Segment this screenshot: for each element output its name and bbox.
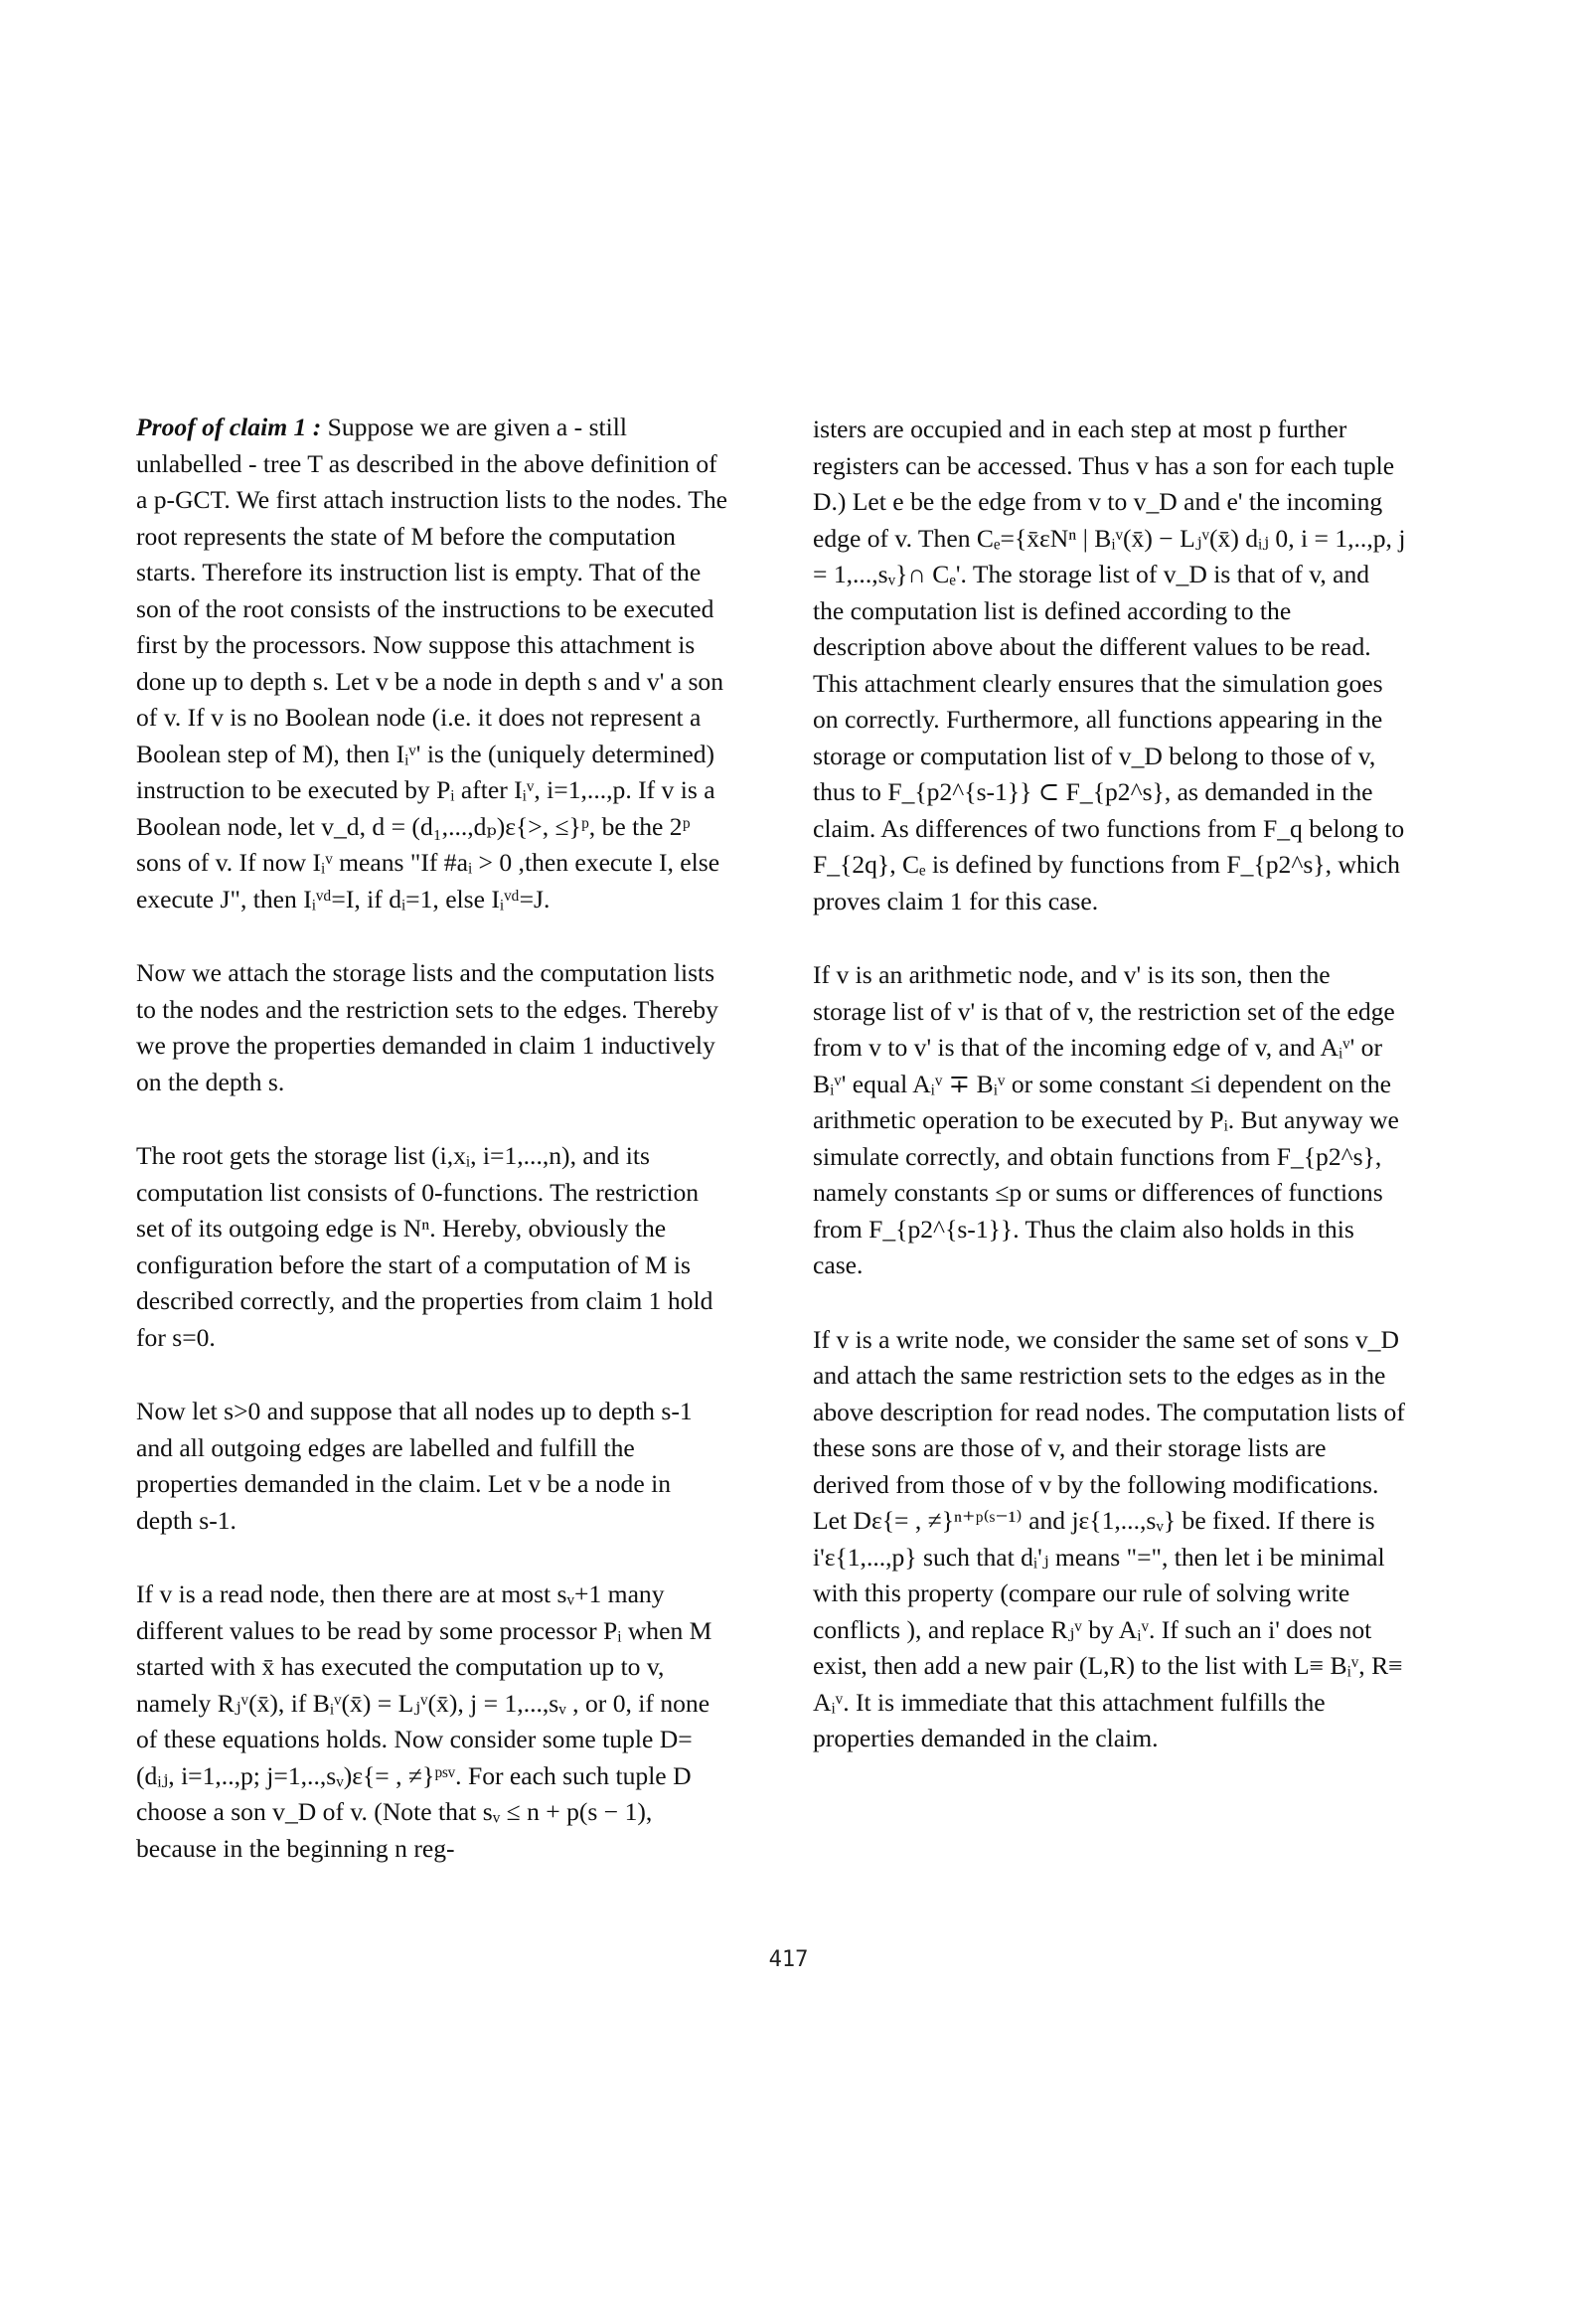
left-column (136, 410, 729, 1905)
paragraph-proof-intro (136, 410, 729, 917)
paragraph-induction: Now let s>0 and suppose that all nodes up to depth s-1 and all outgoing edges are labelled and fulfill the properties demanded in the claim. Let v be a node in depth s-1. (136, 1397, 693, 1535)
paragraph-write-node: If v is a write node, we consider the same set of sons v_D and attach the same restriction sets to the edges as in the above description for read nodes. The computation lists of these sons are those of v, and their storage lists are derived from those of v by the following modifications. Let Dε{= , ≠}ⁿ⁺ᵖ⁽ˢ⁻¹⁾ and jε{1,...,sᵥ} be fixed. If there is i'ε{1,...,p} such that dᵢ'ⱼ means "=", then let i be minimal with this property (compare our rule of solving write conflicts ), and replace Rⱼᵛ by Aᵢᵛ. If such an i' does not exist, then add a new pair (L,R) to the list with L≡ Bᵢᵛ, R≡ Aᵢᵛ. It is immediate that this attachment fulfills the properties demanded in the claim. (813, 1324, 1405, 1752)
paragraph-read-node-cont: isters are occupied and in each step at most p further registers can be accessed. Thus v has a son for each tuple D.) Let e be the edge from v to v_D and e' the incoming edge of v. Then Cₑ={x̄εNⁿ | Bᵢᵛ(x̄) − Lⱼᵛ(x̄) dᵢⱼ 0, i = 1,..,p, j = 1,...,sᵥ}∩ Cₑ'. The storage list of v_D is that of v, and the computation list is defined according to the description above about the different values to be read. This attachment clearly ensures that the simulation goes on correctly. Furthermore, all functions appearing in the storage or computation list of v_D belong to those of v, thus to F_{p2^{s-1}} ⊂ F_{p2^s}, as demanded in the claim. As differences of two functions from F_q belong to F_{2q}, Cₑ is defined by functions from F_{p2^s}, which proves claim 1 for this case. (813, 415, 1406, 915)
paragraph-arithmetic-node: If v is an arithmetic node, and v' is its son, then the storage list of v' is that of v, the restriction set of the edge from v to v' is that of the incoming edge of v, and Aᵢᵛ' or Bᵢᵛ' equal Aᵢᵛ ∓ Bᵢᵛ or some constant ≤i dependent on the arithmetic operation to be executed by Pᵢ. But anyway we simulate correctly, and obtain functions from F_{p2^s}, namely constants ≤p or sums or differences of functions from F_{p2^{s-1}}. Thus the claim also holds in this case. (813, 960, 1399, 1279)
proof-intro-text: Suppose we are given a - still unlabelled - tree T as described in the above definition of a p-GCT. We first attach instruction lists to the nodes. The root represents the state of M before the computation starts. Therefore its instruction list is empty. That of the son of the root consists of the instructions to be executed first by the processors. Now suppose this attachment is done up to depth s. Let v be a node in depth s and v' a son of v. If v is no Boolean node (i.e. it does not represent a Boolean step of M), then Iᵢᵛ' is the (uniquely determined) instruction to be executed by Pᵢ after Iᵢᵛ, i=1,...,p. If v is a Boolean node, let v_d, d = (d₁,...,dₚ)ε{>, ≤}ᵖ, be the 2ᵖ sons of v. If now Iᵢᵛ means "If #aᵢ > 0 ,then execute I, else execute J", then Iᵢᵛᵈ=I, if dᵢ=1, else Iᵢᵛᵈ=J. (136, 413, 728, 913)
right-column (813, 412, 1406, 1795)
paragraph-attach-lists: Now we attach the storage lists and the computation lists to the nodes and the restriction sets to the edges. Thereby we prove the properties demanded in claim 1 inductively on the depth s. (136, 958, 718, 1096)
page-number: 417 (768, 1947, 809, 1972)
proof-heading: Proof of claim 1 : (136, 413, 322, 441)
paragraph-read-node: If v is a read node, then there are at most sᵥ+1 many different values to be read by some processor Pᵢ when M started with x̄ has executed the computation up to v, namely Rⱼᵛ(x̄), if Bᵢᵛ(x̄) = Lⱼᵛ(x̄), j = 1,...,sᵥ , or 0, if none of these equations holds. Now consider some tuple D=(dᵢⱼ, i=1,..,p; j=1,..,sᵥ)ε{= , ≠}ᵖˢᵛ. For each such tuple D choose a son v_D of v. (Note that sᵥ ≤ n + p(s − 1), because in the beginning n reg- (136, 1579, 712, 1863)
paragraph-root: The root gets the storage list (i,xᵢ, i=1,...,n), and its computation list consists of 0-functions. The restriction set of its outgoing edge is Nⁿ. Hereby, obviously the configuration before the start of a computation of M is described correctly, and the properties from claim 1 hold for s=0. (136, 1141, 713, 1352)
